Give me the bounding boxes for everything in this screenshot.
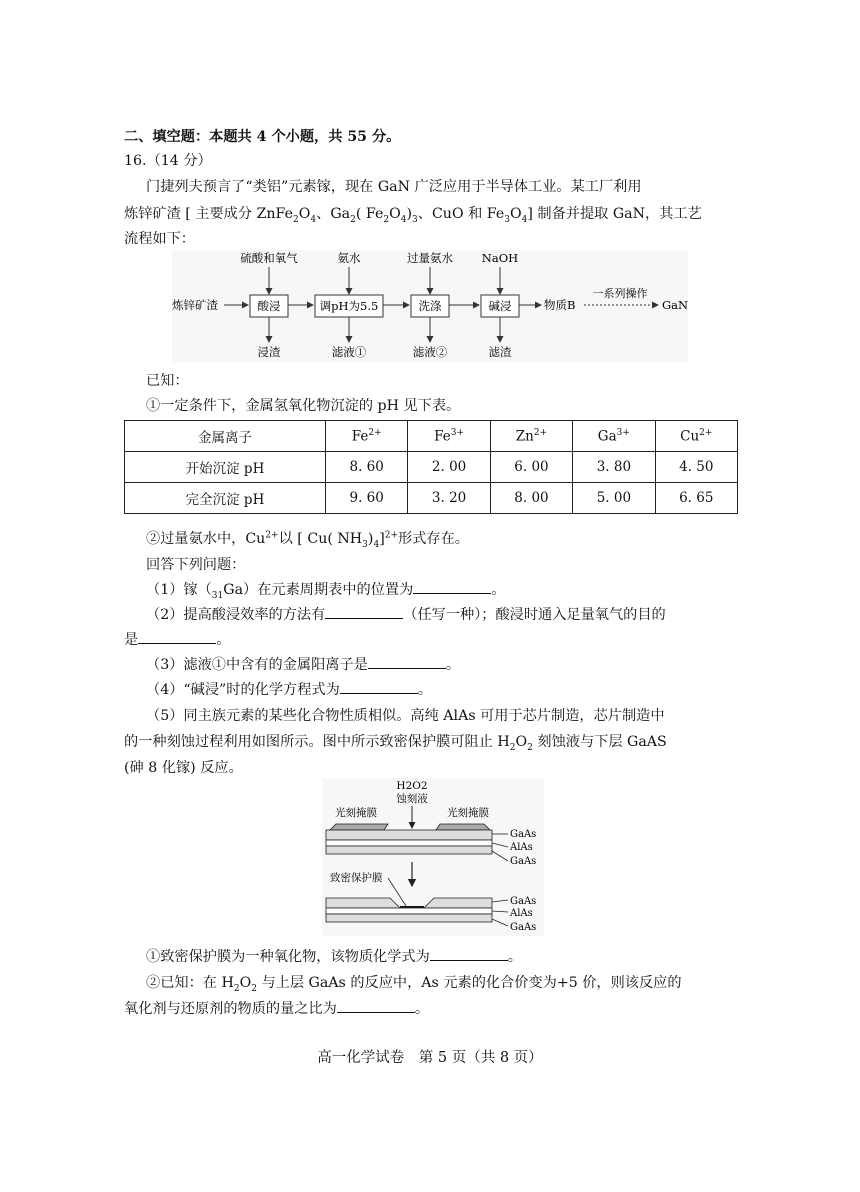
reagent-label-top: H2O2 xyxy=(396,780,428,792)
intro-line-3: 流程如下： xyxy=(124,231,195,247)
answer-prompt: 回答下列问题： xyxy=(146,557,246,573)
q5-line1: （5）同主族元素的某些化合物性质相似。高纯 AlAs 可用于芯片制造，芯片制造中 xyxy=(146,708,665,724)
table-ion: $Ga^{3+}$ xyxy=(573,421,655,452)
answer-blank xyxy=(138,631,216,644)
section-title: 二、填空题：本题共 4 个小题，共 55 分。 xyxy=(124,129,401,145)
table-row-label: 完全沉淀 pH xyxy=(125,483,326,514)
known-2: ②过量氨水中，$Cu^{2+}$以 [ Cu( $NH_3)_4]^{2+}$形式存在。 xyxy=(146,530,469,550)
table-row xyxy=(125,452,738,483)
table-row xyxy=(125,483,738,514)
q2: （2）提高酸浸效率的方法有 （任写一种）；酸浸时通入足量氧气的目的 xyxy=(146,607,666,623)
s2: ②已知：在 $H_2O_2$ 与上层 GaAs 的反应中，As 元素的化合价变为+5 价，则该反应的 xyxy=(146,975,682,994)
table-cell: 8. 00 xyxy=(490,483,572,514)
protect-label: 致密保护膜 xyxy=(330,872,383,884)
answer-blank xyxy=(340,681,418,694)
table-ion: $Cu^{2+}$ xyxy=(655,421,737,452)
flow-input-4: NaOH xyxy=(481,251,519,265)
table-cell: 6. 65 xyxy=(655,483,737,514)
intro-line-1: 门捷列夫预言了“类铝”元素镓，现在 GaN 广泛应用于半导体工业。某工厂利用 xyxy=(146,179,642,195)
layer-bottom-1: GaAs xyxy=(510,896,537,907)
mask-right-label: 光刻掩膜 xyxy=(447,807,489,819)
ph-table xyxy=(124,420,738,514)
flow-final: GaN xyxy=(662,298,688,312)
answer-blank xyxy=(337,1000,415,1013)
table-cell: 5. 00 xyxy=(573,483,655,514)
table-header-row xyxy=(125,421,738,452)
known-label: 已知： xyxy=(146,373,189,389)
q5-line2: 的一种刻蚀过程利用如图所示。图中所示致密保护膜可阻止 $H_2O_2$ 刻蚀液与下层 GaAS xyxy=(124,734,667,753)
flow-output-3: 滤液② xyxy=(412,345,448,359)
layer-bottom-3: GaAs xyxy=(510,922,537,933)
table-cell: 4. 50 xyxy=(655,452,737,483)
reagent-label-bottom: 蚀刻液 xyxy=(396,793,428,805)
flow-step-1: 酸浸 xyxy=(257,299,281,313)
flow-step-4: 碱浸 xyxy=(488,299,512,313)
table-ion: $Zn^{2+}$ xyxy=(490,421,572,452)
flow-step-3: 洗涤 xyxy=(418,299,442,313)
intro-line-2: 炼锌矿渣 [ 主要成分 $ZnFe_2O_4$、$Ga_2$( $Fe_2O_4)_3$、CuO 和 $Fe_3O_4$] 制备并提取 GaN，其工艺 xyxy=(124,206,702,225)
question-number: 16.（14 分） xyxy=(124,153,212,169)
answer-blank xyxy=(413,581,491,594)
flow-step-2: 调pH为5.5 xyxy=(319,299,379,313)
table-cell: 6. 00 xyxy=(490,452,572,483)
process-flow-diagram xyxy=(172,250,688,362)
answer-blank xyxy=(325,606,403,619)
etching-diagram xyxy=(322,778,544,936)
answer-blank xyxy=(368,656,446,669)
flow-start: 炼锌矿渣 xyxy=(172,298,218,312)
q4: （4）“碱浸”时的化学方程式为 。 xyxy=(146,682,432,698)
flow-input-1: 硫酸和氧气 xyxy=(240,251,298,265)
mask-left-label: 光刻掩膜 xyxy=(335,807,377,819)
flow-output-4: 滤渣 xyxy=(488,345,512,359)
known-1: ①一定条件下，金属氢氧化物沉淀的 pH 见下表。 xyxy=(146,398,461,414)
layer-top-3: GaAs xyxy=(510,856,537,867)
flow-op-label: 一系列操作 xyxy=(592,287,648,300)
table-ion: $Fe^{2+}$ xyxy=(326,421,408,452)
q2-line2: 是 。 xyxy=(124,632,231,648)
table-cell: 9. 60 xyxy=(326,483,408,514)
flow-input-3: 过量氨水 xyxy=(407,251,453,265)
flow-input-2: 氨水 xyxy=(337,251,361,265)
page-footer: 高一化学试卷 第 5 页（共 8 页） xyxy=(317,1050,543,1066)
table-cell: 2. 00 xyxy=(408,452,490,483)
s2-line2: 氧化剂与还原剂的物质的量之比为 。 xyxy=(124,1001,430,1017)
table-header-label: 金属离子 xyxy=(125,421,326,452)
table-ion: $Fe^{3+}$ xyxy=(408,421,490,452)
flow-output-1: 浸渣 xyxy=(257,345,281,359)
flow-output-2: 滤液① xyxy=(331,345,367,359)
q3: （3）滤液①中含有的金属阳离子是 。 xyxy=(146,657,461,673)
s1: ①致密保护膜为一种氧化物，该物质化学式为 。 xyxy=(146,949,522,965)
table-cell: 3. 20 xyxy=(408,483,490,514)
answer-blank xyxy=(430,948,508,961)
layer-top-1: GaAs xyxy=(510,829,537,840)
flow-product: 物质B xyxy=(544,298,576,312)
q1: （1）镓$(_{31}Ga)$在元素周期表中的位置为 。 xyxy=(146,582,506,601)
table-cell: 8. 60 xyxy=(326,452,408,483)
table-row-label: 开始沉淀 pH xyxy=(125,452,326,483)
layer-bottom-2: AlAs xyxy=(510,908,533,919)
layer-top-2: AlAs xyxy=(510,842,533,853)
q5-line3: (砷 8 化镓) 反应。 xyxy=(124,760,243,776)
table-cell: 3. 80 xyxy=(573,452,655,483)
